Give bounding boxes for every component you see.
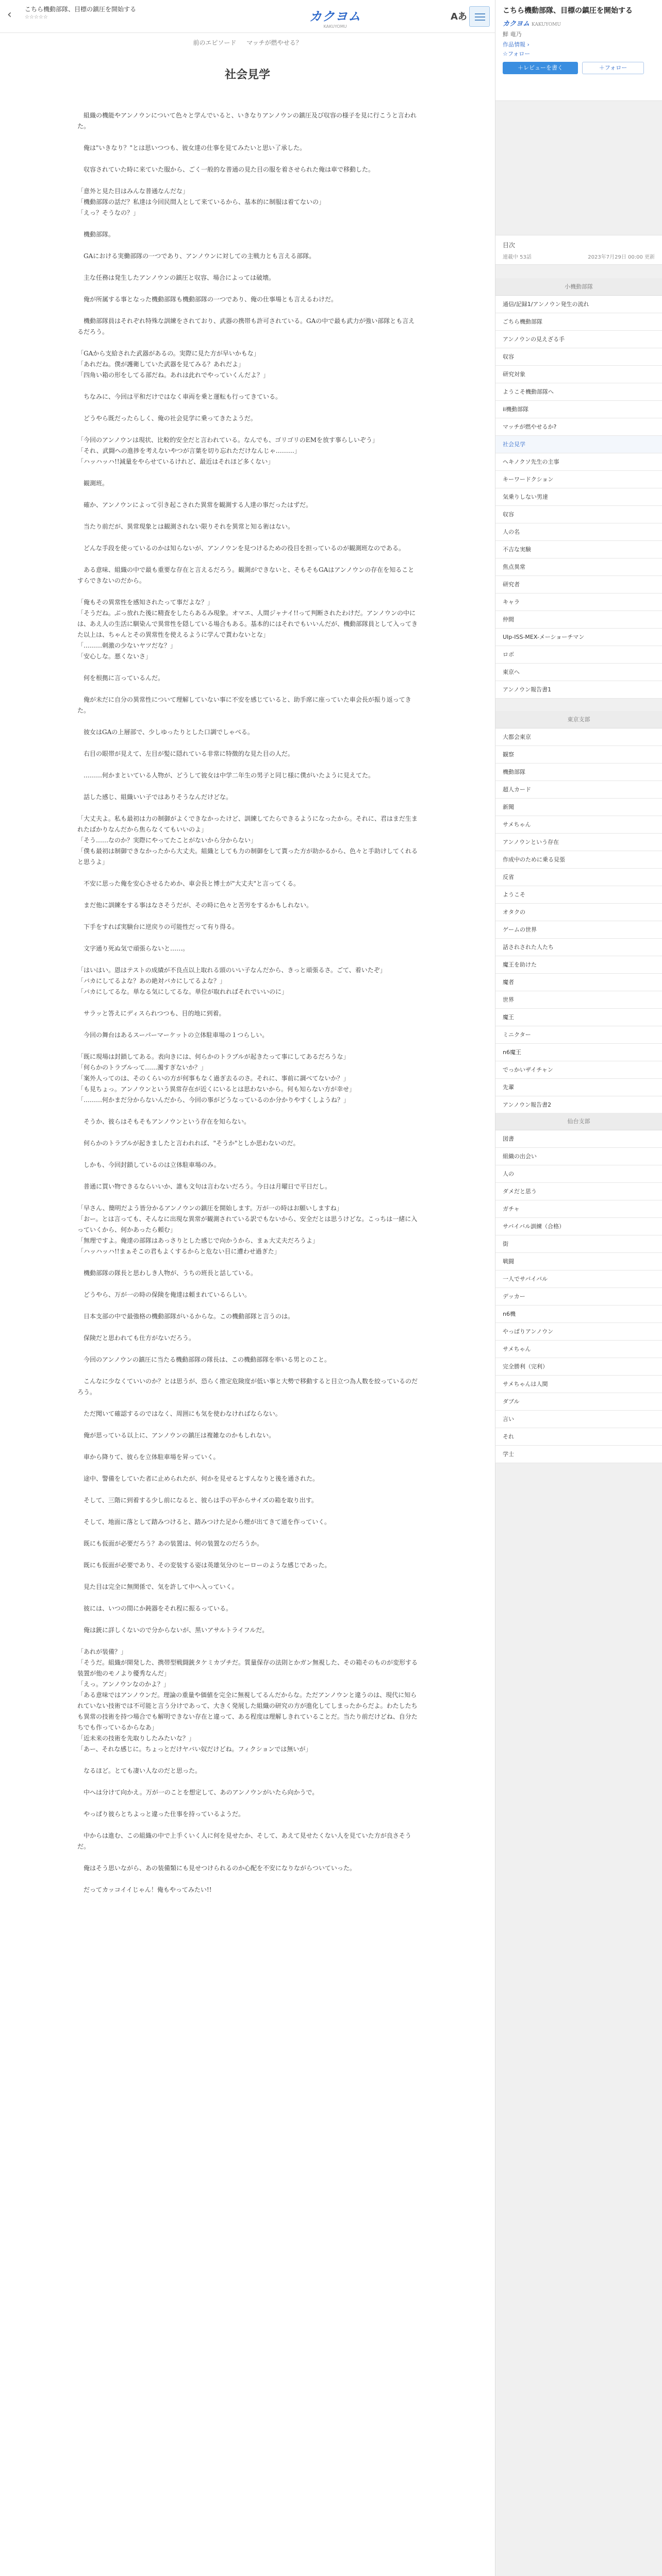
body-paragraph: 「はいはい。恩はテストの成績が不良点以上取れる頭のいい子なんだから、きっと頑張るさ。ごて、着いたぞ」	[77, 967, 386, 974]
toc-episode-link[interactable]: 反省	[495, 869, 662, 886]
toc-episode-link[interactable]: 学士	[495, 1446, 662, 1463]
body-paragraph: 「ハッハッハ!!まぁそこの君もよくするからと危ない目に遭わせ過ぎた」	[77, 1248, 280, 1255]
paragraph-gap	[77, 911, 418, 922]
toc-episode-link[interactable]: アンノウンの見えざる手	[495, 331, 662, 348]
body-paragraph: 「ハッハッハ!!減量をやらせているけれど、最近はそれほど多くない」	[77, 458, 274, 465]
toc-episode-link[interactable]: ゲームの世界	[495, 921, 662, 939]
toc-section-1	[495, 278, 662, 699]
body-paragraph: 「早さん、簡明だよう皆分かるアンノウンの鎮圧を開始します。万が一の時はお願いしますね」	[77, 1205, 343, 1212]
paragraph-gap	[77, 1463, 418, 1473]
paragraph-gap	[77, 1192, 418, 1203]
toc-episode-link[interactable]: ようこそ機動部隊へ	[495, 383, 662, 401]
body-paragraph: ちなみに、今回は平和だけではなく車両を乗と運転も行ってきている。	[77, 393, 282, 400]
toc-episode-link[interactable]: アンノウンという存在	[495, 834, 662, 851]
toc-episode-link[interactable]: 機動部隊	[495, 764, 662, 781]
toc-episode-link[interactable]: マッチが燃やせるか?	[495, 418, 662, 436]
toc-episode-link[interactable]: n6機	[495, 1306, 662, 1323]
chevron-left-icon[interactable]: ‹	[7, 8, 12, 21]
body-paragraph: 「そうだね。ぶっ放れた後に精査をしたらあるみ現象。オマエ、人間ジャナイ!!って判断されたわけだ。アンノウンの中には、あえ人の生活に馴染んで異常性を隠している場合もある。基本的にはそれでもいいんだが、機動部隊員として入ってきた以上は、ちゃんとその異常性を使えるように学んで貰わないとな」	[77, 609, 418, 638]
toc-episode-link[interactable]: 先輩	[495, 1079, 662, 1096]
body-paragraph: 「機動部隊の話だ？私達は今回民間人として来ているから、基本的に制服は着てないの」	[77, 198, 325, 206]
toc-episode-link[interactable]: ミニクター	[495, 1026, 662, 1044]
toc-episode-link[interactable]: 不吉な実験	[495, 541, 662, 558]
paragraph-gap	[77, 1755, 418, 1766]
body-paragraph: こんなに少なくていいのか？とは思うが、恐らく推定危険度が低い事と大勢で移動すると目立つ為人数を絞っているのだろう。	[77, 1378, 418, 1396]
toc-episode-link[interactable]: ガチャ	[495, 1200, 662, 1218]
toc-episode-link[interactable]: 街	[495, 1235, 662, 1253]
toc-episode-link[interactable]: サメちゃん	[495, 816, 662, 834]
body-paragraph: 「えっ？そうなの？」	[77, 209, 140, 216]
paragraph-gap	[77, 1874, 418, 1885]
body-paragraph: 途中、警備をしていた者に止められたが、何かを見せるとすんなりと後を通された。	[77, 1475, 319, 1482]
body-paragraph: 保険だと思われても仕方がないだろう。	[77, 1334, 195, 1342]
paragraph-gap	[77, 175, 418, 186]
body-paragraph: 観測班。	[77, 480, 109, 487]
paragraph-gap	[77, 283, 418, 294]
paragraph-gap	[77, 262, 418, 273]
body-paragraph: ある意味、組織の中で最も重要な存在と言えるだろう。観測ができないと、そもそもGAはアンノウンの存在を知ることすらできないのだから。	[77, 566, 415, 584]
toc-episode-link[interactable]: ヘキノクソ先生の主事	[495, 453, 662, 471]
kakuyomu-logo[interactable]	[309, 6, 361, 29]
paragraph-gap	[77, 1149, 418, 1160]
paragraph-gap	[77, 1300, 418, 1311]
toc-chapter-heading[interactable]: 仙台支部	[495, 1113, 662, 1130]
body-paragraph: 「えっ。アンノウンなのかよ？」	[77, 1681, 170, 1688]
body-paragraph: 「近未来の技術を先取りしたみたいな？」	[77, 1735, 195, 1742]
body-paragraph: 既にも仮面が必要だろう？あの装置は、何の装置なのだろうか。	[77, 1540, 263, 1547]
body-paragraph: そして、三階に到着する少し前になると、彼らは手の平からサイズの箱を取り出す。	[77, 1497, 318, 1504]
body-paragraph: 収容されていた時に来ていた服から、ごく一般的な普通の見た目の服を着させられた俺は車で移動した。	[77, 166, 375, 173]
toc-meta	[495, 235, 662, 265]
paragraph-gap	[77, 424, 418, 435]
episode-count: 連載中 53話	[503, 255, 532, 260]
paragraph-gap	[77, 1614, 418, 1625]
paragraph-gap	[77, 997, 418, 1008]
paragraph-gap	[77, 1592, 418, 1603]
body-paragraph: どんな手段を使っているのかは知らないが、アンノウンを見つけるための役目を担っているのが観測班なのである。	[77, 545, 405, 552]
body-paragraph: 機動部隊の隊長と思わしき人物が、うちの班長と話している。	[77, 1269, 257, 1277]
body-paragraph: 俺は"いきなり？"とは思いつつも、彼女達の仕事を見てみたいと思い了承した。	[77, 144, 306, 151]
paragraph-gap	[77, 1365, 418, 1376]
sidebar-logo-sub: KAKUYOMU	[532, 22, 561, 27]
body-paragraph: 確か、アンノウンによって引き起こされた異常を観測する人達の事だったはずだ。	[77, 501, 312, 509]
paragraph-gap	[77, 1852, 418, 1863]
prev-episode-link[interactable]: 前のエピソード	[193, 39, 237, 46]
body-paragraph: 今回のアンノウンの鎮圧に当たる機動部隊の隊長は、この機動部隊を率いる男とのこと。	[77, 1356, 331, 1363]
paragraph-gap	[77, 586, 418, 597]
episode-body	[77, 110, 418, 1895]
paragraph-gap	[77, 511, 418, 521]
body-paragraph: そして、地面に落として踏みつけると、踏みつけた足から煙が出てきて道を作っていく。	[77, 1518, 331, 1526]
toc-episode-link[interactable]: アンノウン報告書2	[495, 1096, 662, 1114]
toc-episode-link[interactable]: キーワードクション	[495, 471, 662, 488]
toc-chapter-heading[interactable]: 東京支部	[495, 711, 662, 728]
paragraph-gap	[77, 684, 418, 694]
body-paragraph: 車から降りて、彼らを立体駐車場を昇っていく。	[77, 1453, 220, 1461]
body-paragraph: 「既に現場は封鎖してある。表向きには、何らかのトラブルが起きたって事にしてあるだろうな」	[77, 1053, 350, 1060]
hamburger-menu-icon[interactable]	[469, 6, 490, 27]
body-paragraph: 「四角い箱の形をしてる部だね。あれは此れでやっていくんだよ？」	[77, 371, 270, 379]
body-paragraph: しかも、今回封鎖しているのは立体駐車場のみ。	[77, 1161, 220, 1168]
body-paragraph: 機動部隊。	[77, 231, 115, 238]
body-paragraph: 何らかのトラブルが起きましたと言われれば、"そうか"としか思わないのだ。	[77, 1140, 300, 1147]
toc-episode-link[interactable]: 言い	[495, 1411, 662, 1428]
paragraph-gap	[77, 781, 418, 792]
paragraph-gap	[77, 132, 418, 143]
toc-episode-link[interactable]: アンノウン報告書1	[495, 681, 662, 699]
toc-episode-link[interactable]: 通信/記録1/アンノウン発生の流れ	[495, 296, 662, 313]
body-paragraph: やっぱり彼らとちよっと違った仕事を持っているようだ。	[77, 1810, 245, 1818]
logo-sub: KAKUYOMU	[323, 24, 347, 29]
body-paragraph: 「………刺激の少ないヤツだな？」	[77, 642, 177, 649]
toc-episode-link[interactable]: 図書	[495, 1130, 662, 1148]
body-paragraph: 「も見ちょっ。アンノウンという異常存在が近くにいるとは思わないから。何も知らない方が幸せ」	[77, 1086, 356, 1093]
paragraph-gap	[77, 1506, 418, 1517]
paragraph-gap	[77, 1041, 418, 1052]
toc-section-3	[495, 1113, 662, 1463]
body-paragraph: 「………何かまだ分からないんだから、今回の事がどうなっているのか分かりやすくしようね？」	[77, 1096, 350, 1104]
body-paragraph: 俺が所属する事となった機動部隊も機動部隊の一つであり、俺の仕事場とも言えるわけだ。	[77, 296, 338, 303]
body-paragraph: どうやら、万が一の時の保険を俺達は頼まれているらしい。	[77, 1291, 251, 1298]
toc-episode-link[interactable]: それ	[495, 1428, 662, 1446]
paragraph-gap	[77, 532, 418, 543]
body-paragraph: 中へは分けて向かえ。万が一のことを想定して、あのアンノウンがいたら向かうで。	[77, 1789, 319, 1796]
body-paragraph: 主な任務は発生したアンノウンの鎮圧と収容、場合によっては破壊。	[77, 274, 275, 281]
body-paragraph: 「バカにしてるよな？あの絶対バカにしてるよな？」	[77, 977, 226, 985]
paragraph-gap	[77, 240, 418, 251]
body-paragraph: 俺が思っている以上に、アンノウンの鎮圧は複雑なのかもしれない。	[77, 1432, 275, 1439]
body-paragraph: 彼には、いつの間にか鈍器をそれ程に振るっている。	[77, 1605, 233, 1612]
paragraph-gap	[77, 218, 418, 229]
paragraph-gap	[77, 1419, 418, 1430]
toc-episode-link[interactable]: 大都会東京	[495, 728, 662, 746]
paragraph-gap	[77, 716, 418, 727]
toc-episode-link[interactable]: 世界	[495, 991, 662, 1009]
toc-episode-link[interactable]: 研究対象	[495, 366, 662, 383]
body-paragraph: 話した感じ、組織いい子ではありそうなんだけどな。	[77, 793, 233, 801]
body-paragraph: 「案外人ってのは、そのくらいの方が何事もなく過ぎ去るのさ。それに、事前に調べてないか？」	[77, 1075, 350, 1082]
paragraph-gap	[77, 154, 418, 164]
toc-episode-link[interactable]: 人の	[495, 1165, 662, 1183]
toc-episode-link[interactable]: ロボ	[495, 646, 662, 664]
paragraph-gap	[77, 1549, 418, 1560]
body-paragraph: GAにおける実働部隊の一つであり、アンノウンに対しての主戦力とも言える部隊。	[77, 252, 316, 260]
toc-episode-link[interactable]: 新聞	[495, 799, 662, 816]
paragraph-gap	[77, 1344, 418, 1354]
paragraph-gap	[77, 467, 418, 478]
logo-text: カクヨム	[309, 9, 361, 24]
toc-episode-link[interactable]: ごちら機動部隊	[495, 313, 662, 331]
header-work-info[interactable]	[25, 5, 138, 22]
toc-episode-link[interactable]: 魔王を助けた	[495, 956, 662, 974]
body-paragraph: 何を根拠に言っているんだ。	[77, 674, 164, 682]
paragraph-gap	[77, 1398, 418, 1409]
paragraph-gap	[77, 1528, 418, 1538]
toc-episode-link[interactable]: n6魔王	[495, 1044, 662, 1061]
paragraph-gap	[77, 305, 418, 316]
body-paragraph: 「俺もその異常性を感知されたって事だよな？」	[77, 599, 214, 606]
paragraph-gap	[77, 554, 418, 565]
body-paragraph: 不安に思った俺を安心させるためか、車会長と博士が"大丈夫"と言ってくる。	[77, 880, 300, 887]
toc-episode-link[interactable]: サバイバル訓練（合格）	[495, 1218, 662, 1235]
paragraph-gap	[77, 337, 418, 348]
toc-chapter-heading[interactable]: 小機動部隊	[495, 278, 662, 296]
body-paragraph: 「無理ですよ。俺達の部隊はあっさりとした感じで向かうから、まぁ大丈夫だろうよ」	[77, 1237, 319, 1244]
toc-episode-link[interactable]: 戦闘	[495, 1253, 662, 1270]
display-settings-icon[interactable]: Aあ	[451, 11, 467, 22]
work-info-card	[495, 0, 662, 101]
body-paragraph: 「大丈夫よ。私も最初は力の制御がよくできなかったけど、訓練してたらできるようになったから。それに、君はまだ生まれたばかりなんだから焦らなくてもいいのよ」	[77, 815, 418, 833]
paragraph-gap	[77, 1171, 418, 1181]
paragraph-gap	[77, 381, 418, 392]
toc-episode-link[interactable]: ダメだと思う	[495, 1183, 662, 1200]
paragraph-gap	[77, 1257, 418, 1268]
paragraph-gap	[77, 738, 418, 749]
paragraph-gap	[77, 933, 418, 943]
last-updated: 2023年7月29日 00:00 更新	[588, 255, 655, 260]
body-paragraph: 日本支部の中で最強格の機動部隊がいるからな。この機動部隊と言うのは。	[77, 1313, 294, 1320]
body-paragraph: ただ聞いて確認するのではなく、周囲にも気を使わなければならない。	[77, 1410, 282, 1417]
paragraph-gap	[77, 1820, 418, 1831]
paragraph-gap	[77, 889, 418, 900]
toc-episode-link[interactable]: ダブル	[495, 1393, 662, 1411]
body-paragraph: 組織の機能やアンノウンについて色々と学んでいると、いきなりアンノウンの鎮圧及び収容の様子を見に行こうと言われた。	[77, 112, 417, 130]
toc-episode-link[interactable]: 東京へ	[495, 664, 662, 681]
paragraph-gap	[77, 1636, 418, 1647]
toc-episode-link[interactable]: 気乗りしない男達	[495, 488, 662, 506]
toc-episode-link[interactable]: ようこそ	[495, 886, 662, 904]
body-paragraph: 「おー。とは言っても、そんなに出現な異常が観測されている訳でもないから、安全だとは思うけどな。こっちは一緒に入っていくから、何かあったら頼む」	[77, 1215, 418, 1233]
toc-episode-link[interactable]: 社会見学	[495, 436, 662, 453]
body-paragraph: 俺は銃に詳しくないので分からないが、黒いアサルトライフルだ。	[77, 1626, 269, 1634]
header-work-title: こちら機動部隊、目標の鎮圧を開始する	[25, 6, 137, 13]
sidebar-logo-text: カクヨム	[503, 20, 530, 28]
body-paragraph: 俺はそう思いながら、あの装備類にも見せつけられるのか心配を不安になりながらついていった。	[77, 1865, 356, 1872]
toc-episode-link[interactable]: 収容	[495, 506, 662, 523]
body-paragraph: 下手をすれば実験台に逆戻りの可能性だって有り得る。	[77, 923, 239, 930]
toc-episode-link[interactable]: 超人カード	[495, 781, 662, 799]
paragraph-gap	[77, 1019, 418, 1030]
follow-button[interactable]: ＋フォロー	[582, 62, 644, 74]
toc-episode-link[interactable]: 組織の出会い	[495, 1148, 662, 1165]
header-author: ☆☆☆☆☆	[25, 14, 48, 20]
toc-episode-link[interactable]: キャラ	[495, 594, 662, 611]
toc-episode-link[interactable]: 一人でサバイバル	[495, 1270, 662, 1288]
follow-count: ☆フォロー	[503, 50, 531, 57]
toc-episode-link[interactable]: オタクの	[495, 904, 662, 921]
toc-episode-link[interactable]: サメちゃん	[495, 1341, 662, 1358]
toc-episode-link[interactable]: 人の名	[495, 523, 662, 541]
paragraph-gap	[77, 1798, 418, 1809]
body-paragraph: 「あれだね。僕が護衛していた武器を見てみる？あれだよ」	[77, 361, 245, 368]
body-paragraph: 右目の眼帯が見えて、左目が髪に隠れている非常に特徴的な見た目の人だ。	[77, 750, 294, 757]
body-paragraph: なるほど。とても凄い人なのだと思った。	[77, 1767, 202, 1774]
body-paragraph: 彼女はGAの上層部で、少しゆったりとした口調でしゃべる。	[77, 728, 254, 736]
body-paragraph: 「あー、それな感じに。ちょっとだけヤバい奴だけどね。フィクションでは無いが」	[77, 1745, 312, 1753]
body-paragraph: 「僕も最初は制御できなかったから大丈夫。組織としても力の制御をして貰った方が助かるから、色々と手助けしてくれると思うよ」	[77, 848, 418, 866]
paragraph-gap	[77, 1776, 418, 1787]
episode-title: 社会見学	[224, 68, 270, 81]
body-paragraph: 「安心しな。悪くないさ」	[77, 653, 152, 660]
paragraph-gap	[77, 1279, 418, 1290]
body-paragraph: 文字通り死ぬ気で頑張らないと……。	[77, 945, 189, 952]
toc-episode-link[interactable]: UIp-ISS-MEX-メーショーチマン	[495, 629, 662, 646]
paragraph-gap	[77, 803, 418, 814]
body-paragraph: 見た目は完全に無関係で、気を許して中へ入っていく。	[77, 1583, 238, 1590]
body-paragraph: 普通に買い物できるならいいか、誰も文句は言わないだろう。今日は月曜日で平日だし。	[77, 1183, 332, 1190]
body-paragraph: 機動部隊員はそれぞれ特殊な訓練をされており、武器の携帯も許可されている。GAの中で最も武力が強い部隊とも言えるだろう。	[77, 317, 415, 335]
paragraph-gap	[77, 1106, 418, 1116]
paragraph-gap	[77, 402, 418, 413]
paragraph-gap	[77, 1484, 418, 1495]
paragraph-gap	[77, 759, 418, 770]
toc-episode-link[interactable]: 話されされた人たち	[495, 939, 662, 956]
work-info-link[interactable]: 作品情報 ›	[503, 41, 529, 48]
body-paragraph: どうやら既だったらしく、俺の社会見学に乗ってきたようだ。	[77, 415, 257, 422]
body-paragraph: 「ある意味ではアンノウンだ。理論の重量や価値を完全に無視してるんだからな。ただアンノウンと違うのは、現代に知られていない技術では不可能と言う分けであって、大きく発展した組織の研究の方が進化してしまったからだよ。わたしたちも異常の技術を持つ場合でも解明できない存在と違って、ある程度は理解しきれていることだ。当たり前だけどね、自分たちでも作っているからなあ」	[77, 1691, 418, 1731]
body-paragraph: 「そう……なのか？実際にやってたことがないから分からない」	[77, 837, 257, 844]
body-paragraph: だってカッコイイじゃん！俺もやってみたい!!	[77, 1886, 212, 1893]
write-review-button[interactable]: ＋レビューを書く	[503, 62, 578, 74]
toc-episode-link[interactable]: 仲間	[495, 611, 662, 629]
toc-episode-link[interactable]: 魔者	[495, 974, 662, 991]
toc-episode-link[interactable]: 収容	[495, 348, 662, 366]
toc-section-2	[495, 711, 662, 1114]
toc-episode-link[interactable]: サメちゃんは人間	[495, 1376, 662, 1393]
toc-label: 目次	[503, 242, 516, 249]
body-paragraph: 「意外と見た目はみんな普通なんだな」	[77, 188, 189, 195]
reader-main	[0, 33, 495, 2576]
body-paragraph: まだ他に訓練をする事はなさそうだが、その時に色々と苦労をするかもしれない。	[77, 902, 313, 909]
body-paragraph: ………何かまといている人物が、どうして彼女は中学二年生の男子と同じ様に僕がいたように見えてた。	[77, 772, 375, 779]
body-paragraph: 「GAから支給された武器があるの。実際に見た方が早いかもな」	[77, 350, 260, 357]
toc-episode-link[interactable]: ii機動部隊	[495, 401, 662, 418]
body-paragraph: そうか、彼らはそもそもアンノウンという存在を知らない。	[77, 1118, 251, 1125]
breadcrumb-episode[interactable]: マッチが燃やせる？	[246, 39, 302, 46]
body-paragraph: サラッと答えにディスられつつも、目的地に到着。	[77, 1010, 225, 1017]
paragraph-gap	[77, 489, 418, 500]
toc-episode-link[interactable]: 作成中のために乗る見張	[495, 851, 662, 869]
body-paragraph: 既にも仮面が必要であり、その変装する姿は英雄気分のヒーローのような感じであった。	[77, 1562, 331, 1569]
sidebar-logo	[503, 18, 655, 28]
body-paragraph: 今回の舞台はあるスーパーマーケットの立体駐車場の１つらしい。	[77, 1031, 269, 1039]
toc-episode-link[interactable]: やっぱりアンノウン	[495, 1323, 662, 1341]
body-paragraph: 俺が未だに自分の異常性について理解していない事に不安を感じていると、助手席に座っていた車会長が振り返ってきた。	[77, 696, 411, 714]
toc-episode-link[interactable]: 魔王	[495, 1009, 662, 1026]
body-paragraph: 「今回のアンノウンは現状、比較的安全だと言われている。なんでも、ゴリゴリのEMを放す事らしいぞう」	[77, 436, 378, 444]
toc-episode-link[interactable]: でっかいザイチャン	[495, 1061, 662, 1079]
sidebar	[495, 0, 662, 2576]
body-paragraph: 「そうだ。組織が開発した、携帯型戦闘銃タケミカヅチだ。質量保存の法則とかガン無視した、その箱そのものが変形する装置が他のモノより優秀なんだ」	[77, 1659, 418, 1677]
paragraph-gap	[77, 662, 418, 673]
paragraph-gap	[77, 1322, 418, 1333]
paragraph-gap	[77, 1571, 418, 1582]
body-paragraph: 当たり前だが、異常現象とは観測されない限りそれを異常と知る術はない。	[77, 523, 294, 530]
toc-episode-link[interactable]: 研究者	[495, 576, 662, 594]
toc-episode-link[interactable]: 完全勝利（完利）	[495, 1358, 662, 1376]
toc-episode-link[interactable]: 観察	[495, 746, 662, 764]
body-paragraph: 「何らかのトラブルって……濁すぎないか？」	[77, 1064, 207, 1071]
body-paragraph: 「バカにしてるな。単なる気にしてるな。単位が取れればそれでいいのに」	[77, 988, 288, 995]
toc-episode-link[interactable]: 焦点異常	[495, 558, 662, 576]
toc-episode-link[interactable]: デッカー	[495, 1288, 662, 1306]
body-paragraph: 中からは進む、この組織の中で上手くいく人に何を見せたか、そして、あえて見せたくない人を見ていた方が良さそうだ。	[77, 1832, 411, 1850]
sidebar-author[interactable]: 鮮 竜乃	[503, 31, 522, 38]
paragraph-gap	[77, 868, 418, 878]
breadcrumb	[0, 33, 495, 52]
body-paragraph: 「あれが装備？」	[77, 1648, 127, 1655]
paragraph-gap	[77, 1441, 418, 1452]
paragraph-gap	[77, 1127, 418, 1138]
paragraph-gap	[77, 954, 418, 965]
sidebar-work-title[interactable]: こちら機動部隊、目標の鎮圧を開始する	[503, 7, 633, 15]
body-paragraph: 「それ、武闘への進捗を考えないやつが言葉を切り忘れただけなんじゃ………」	[77, 447, 301, 454]
